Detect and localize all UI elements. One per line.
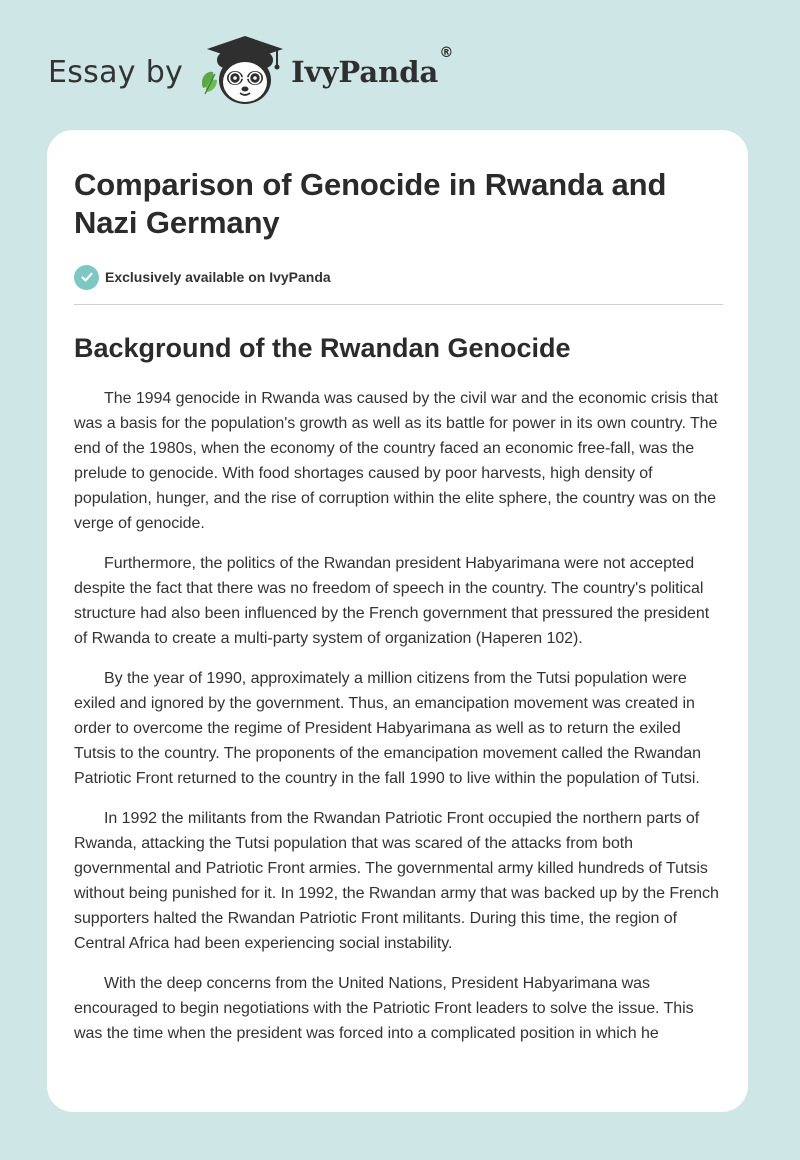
article-content (74, 166, 724, 1061)
panda-logo-icon (197, 34, 289, 110)
registered-mark: ® (439, 45, 454, 61)
section-heading: Background of the Rwandan Genocide (74, 333, 571, 363)
check-circle-icon (74, 265, 99, 290)
brand-header[interactable] (48, 34, 453, 110)
article-body (74, 386, 724, 1046)
divider (74, 304, 723, 305)
brand-prefix: Essay by (48, 54, 184, 90)
paragraph-3: By the year of 1990, approximately a million citizens from the Tutsi population were exiled and ignored by the government. Thus, an emancipation movement was created in order to overcome the regime of President Habyarimana as well as to return the exiled Tutsis to the country. The proponents of the emancipation movement called the Rwandan Patriotic Front returned to the country in the fall 1990 to live within the population of Tutsi. (74, 670, 701, 787)
brand-name-text: IvyPanda (291, 55, 439, 89)
paragraph-4: In 1992 the militants from the Rwandan Patriotic Front occupied the northern parts of Rwanda, attacking the Tutsi population that was scared of the attacks from both governmental and Patriotic Front armies. The governmental army killed hundreds of Tutsis without being punished for it. In 1992, the Rwandan army that was backed up by the French supporters halted the Rwandan Patriotic Front militants. During this time, the region of Central Africa had been experiencing social instability. (74, 810, 719, 952)
exclusive-badge (74, 264, 724, 290)
exclusive-badge-label: Exclusively available on IvyPanda (105, 269, 331, 285)
paragraph-5: With the deep concerns from the United Nations, President Habyarimana was encouraged to begin negotiations with the Patriotic Front leaders to solve the issue. This was the time when the president was forced into a complicated position in which he (74, 975, 694, 1042)
brand-name (291, 45, 454, 89)
paragraph-2: Furthermore, the politics of the Rwandan president Habyarimana were not accepted despite the fact that there was no freedom of speech in the country. The country's political structure had also been influenced by the French government that pressured the president of Rwanda to create a multi-party system of organization (Haperen 102). (74, 555, 710, 647)
article-title: Comparison of Genocide in Rwanda and Nazi Germany (74, 167, 667, 240)
paragraph-1: The 1994 genocide in Rwanda was caused by the civil war and the economic crisis that was a basis for the population's growth as well as its battle for power in its own country. The end of the 1980s, when the economy of the country faced an economic free-fall, was the prelude to genocide. With food shortages caused by poor harvests, high density of population, hunger, and the rise of corruption within the elite sphere, the country was on the verge of genocide. (74, 390, 718, 532)
article-card (47, 130, 748, 1112)
